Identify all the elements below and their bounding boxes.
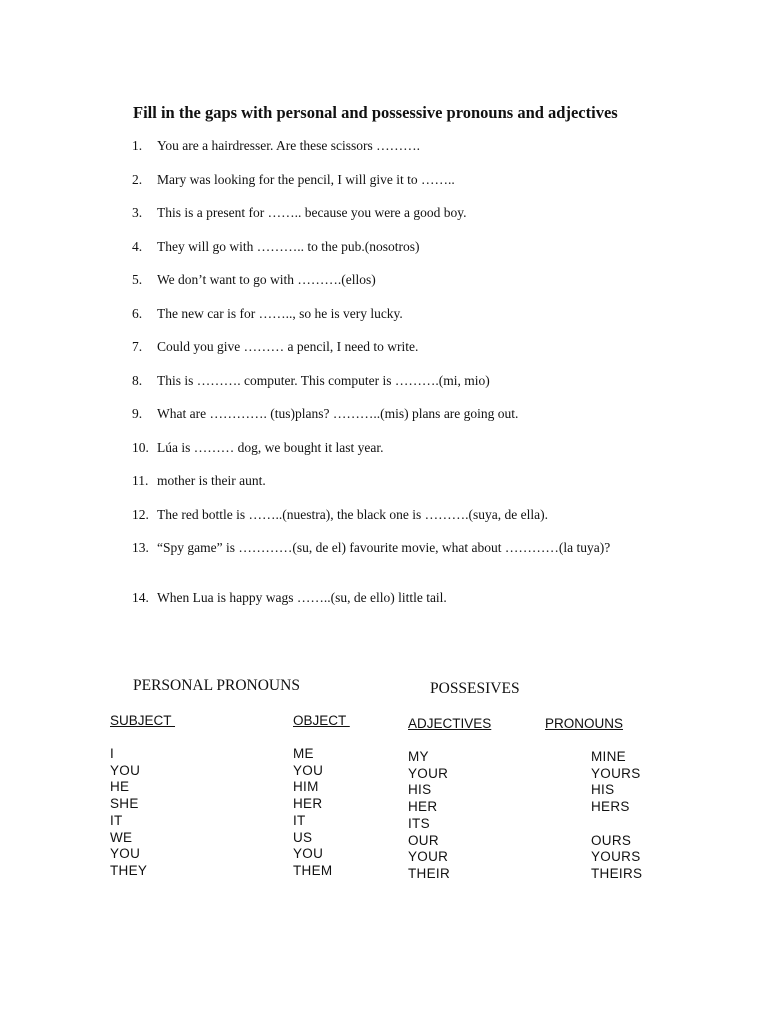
pronoun-word: HER xyxy=(408,799,438,815)
question-item xyxy=(132,540,652,590)
pronoun-word: IT xyxy=(110,812,123,828)
exercise-title: Fill in the gaps with personal and possessive pronouns and adjectives xyxy=(133,103,618,122)
pronoun-word: THEIR xyxy=(408,865,450,881)
question-item xyxy=(132,473,652,507)
pronoun-word: OURS xyxy=(591,832,632,848)
pronoun-word: THEY xyxy=(110,862,148,878)
question-item xyxy=(132,306,652,340)
object-header: OBJECT xyxy=(293,713,350,728)
pronoun-word: I xyxy=(110,746,115,761)
question-text: Mary was looking for the pencil, I will give it to …….. xyxy=(157,171,455,187)
adjectives-header: ADJECTIVES xyxy=(408,716,492,731)
pronoun-word: YOUR xyxy=(408,849,449,865)
personal-pronouns-heading: PERSONAL PRONOUNS xyxy=(133,677,300,694)
question-list xyxy=(132,138,652,624)
pronoun-word: SHE xyxy=(110,796,139,812)
pronoun-word: YOU xyxy=(293,846,324,862)
possessives-heading: POSSESIVES xyxy=(430,680,520,697)
question-text: You are a hairdresser. Are these scissors ………. xyxy=(157,138,420,153)
object-pronoun-list xyxy=(293,746,332,880)
question-text: When Lua is happy wags ……..(su, de ello) little tail. xyxy=(157,590,447,605)
question-text: What are …………. (tus)plans? ………..(mis) plans are going out. xyxy=(157,406,519,421)
subject-pronoun-list xyxy=(110,746,147,880)
question-number: 11. xyxy=(132,473,149,488)
question-text: We don’t want to go with ……….(ellos) xyxy=(157,272,376,287)
question-item xyxy=(132,272,652,306)
pronoun-word: ITS xyxy=(408,815,430,831)
question-number: 14. xyxy=(132,590,149,605)
question-number: 12. xyxy=(132,506,149,522)
pronoun-word: HER xyxy=(293,796,323,812)
question-item xyxy=(132,373,652,407)
question-item xyxy=(132,339,652,373)
pronoun-word: HIM xyxy=(293,779,319,795)
question-item xyxy=(132,590,652,624)
question-item xyxy=(132,440,652,474)
pronoun-word xyxy=(591,816,642,833)
pronoun-word: THEM xyxy=(293,862,333,878)
pronoun-word: YOU xyxy=(110,762,141,778)
question-item xyxy=(132,239,652,273)
pronouns-header: PRONOUNS xyxy=(545,716,624,731)
pronoun-word: HE xyxy=(110,779,130,795)
pronoun-word: THEIRS xyxy=(591,865,643,881)
pronoun-word: IT xyxy=(293,812,306,828)
question-item xyxy=(132,205,652,239)
question-number: 13. xyxy=(132,540,149,555)
subject-header: SUBJECT xyxy=(110,713,176,728)
question-number: 5. xyxy=(132,272,143,287)
question-number: 10. xyxy=(132,439,149,455)
question-text: They will go with ……….. to the pub.(nosotros) xyxy=(157,238,420,254)
pronoun-word: ME xyxy=(293,746,314,761)
question-number: 2. xyxy=(132,171,143,187)
question-number: 6. xyxy=(132,305,143,321)
question-number: 3. xyxy=(132,205,143,220)
question-text: mother is their aunt. xyxy=(157,473,266,488)
pronoun-word: MINE xyxy=(591,749,626,764)
question-text: Lúa is ……… dog, we bought it last year. xyxy=(157,439,384,455)
pronoun-word: OUR xyxy=(408,832,439,848)
question-number: 1. xyxy=(132,138,143,153)
possessive-adjective-list xyxy=(408,749,450,883)
pronoun-word: WE xyxy=(110,829,133,845)
question-text: The new car is for …….., so he is very lucky. xyxy=(157,305,403,321)
question-text: Could you give ……… a pencil, I need to write. xyxy=(157,339,419,354)
pronoun-word: YOURS xyxy=(591,849,641,865)
question-number: 8. xyxy=(132,372,143,388)
question-item xyxy=(132,172,652,206)
pronoun-word: YOU xyxy=(110,846,141,862)
pronoun-word: US xyxy=(293,829,313,845)
question-number: 4. xyxy=(132,238,143,254)
question-number: 7. xyxy=(132,339,143,354)
pronoun-word: YOUR xyxy=(408,765,449,781)
question-item xyxy=(132,507,652,541)
question-text: The red bottle is ……..(nuestra), the black one is ……….(suya, de ella). xyxy=(157,506,549,522)
pronoun-word: HIS xyxy=(591,782,615,798)
pronoun-word: MY xyxy=(408,749,429,764)
question-text: This is a present for …….. because you were a good boy. xyxy=(157,205,467,220)
pronoun-word: HIS xyxy=(408,782,432,798)
possessive-pronoun-list xyxy=(591,749,642,883)
question-item xyxy=(132,138,652,172)
pronoun-word: HERS xyxy=(591,799,630,815)
question-text: “Spy game” is …………(su, de el) favourite movie, what about …………(la tuya)? xyxy=(157,540,611,555)
question-text: This is ………. computer. This computer is ……….(mi, mio) xyxy=(157,372,490,388)
question-number: 9. xyxy=(132,406,143,421)
pronoun-word: YOU xyxy=(293,762,324,778)
pronoun-word: YOURS xyxy=(591,765,641,781)
question-item xyxy=(132,406,652,440)
